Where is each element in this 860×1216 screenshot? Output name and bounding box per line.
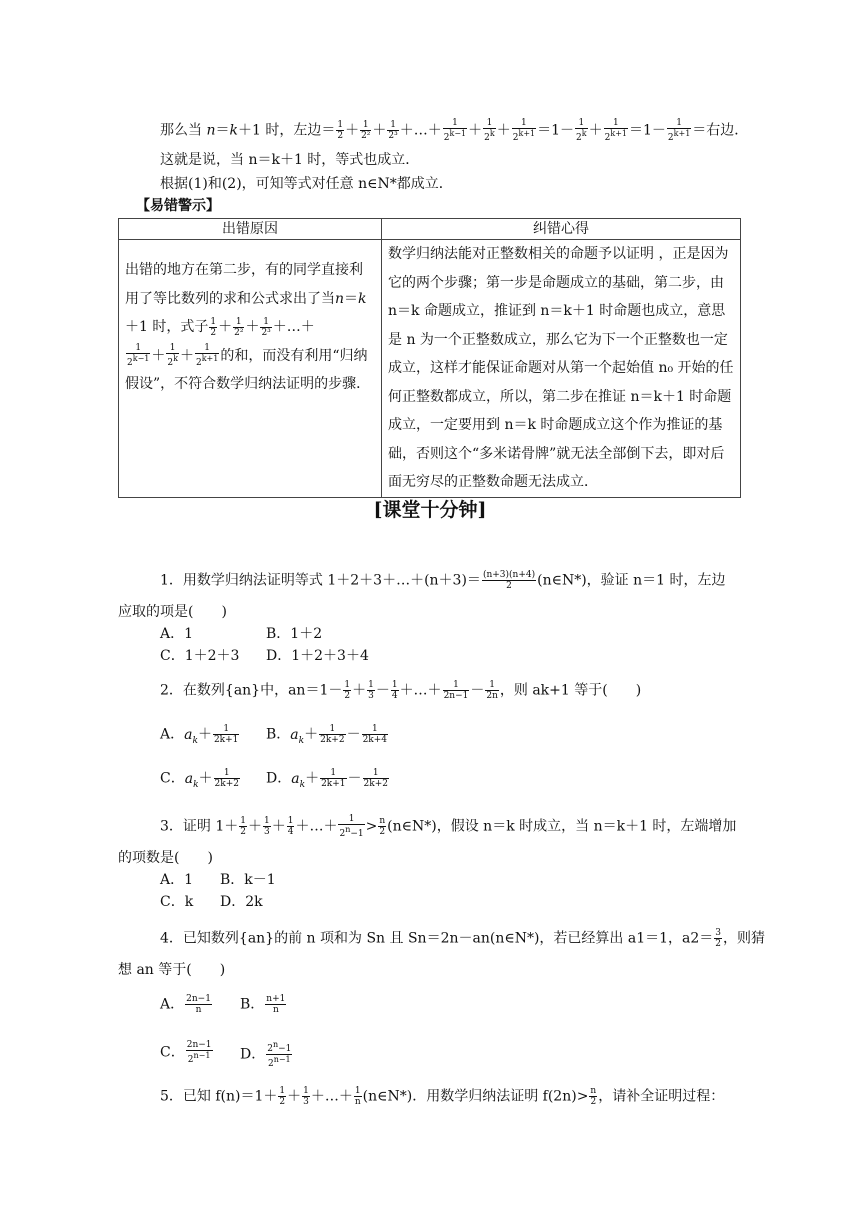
q5-stem: 5．已知 f(n)＝1＋ $\frac{1}{2}$ ＋ $\frac{1}{3}$ ＋…＋ $\frac{1}{n}$ (n∈N*)．用数学归纳法证明 f(2n)> $\frac{n}{2}$ ，请补全证明过程： bbox=[160, 1086, 725, 1107]
q4-option-c: C． $\frac{2n-1}{2^{n-1}}$ bbox=[160, 1040, 212, 1065]
q2-option-b: B．$a_k+$ $\frac{1}{2k+2}$ － $\frac{1}{2k+4}$ bbox=[266, 724, 388, 746]
q4-option-d: D． $\frac{2^n-1}{2^{n-1}}$ bbox=[240, 1040, 292, 1069]
col1-header: 出错原因 bbox=[119, 219, 382, 240]
q1-option-d: D．1＋2＋3＋4 bbox=[266, 648, 369, 664]
col2-cell: 数学归纳法能对正整数相关的命题予以证明 ，正是因为它的两个步骤；第一步是命题成立的基础，第二步，由 n＝k 命题成立，推证到 n＝k＋1 时命题也成立，意思是 n 为一个正整数成立，那么它为下一个正整数也一定成立，这样才能保证命题对从第一个起始值 n₀ 开始的任何正整数都成立，所以，第二步在推证 n＝k＋1 时命题成立，一定要用到 n＝k 时命题成立这个作为推证的基础，否则这个“多米诺骨牌”就无法全部倒下去，即对后面无穷尽的正整数命题无法成立． bbox=[382, 240, 741, 498]
col2-header: 纠错心得 bbox=[382, 219, 741, 240]
section-title: [课堂十分钟] bbox=[373, 499, 487, 521]
q3-stem: 3．证明 1＋ $\frac{1}{2}$ ＋ $\frac{1}{3}$ ＋ $\frac{1}{4}$ ＋…＋ $\frac{1}{2^n-1}$ > $\frac{n}{2}$ (n∈N*)，假设 n＝k 时成立，当 n＝k＋1 时，左端增加 bbox=[160, 814, 737, 839]
q1-option-c: C．1＋2＋3 bbox=[160, 648, 240, 664]
warning-title: 【易错警示】 bbox=[136, 198, 220, 214]
q4-option-a: A． $\frac{2n-1}{n}$ bbox=[160, 994, 211, 1015]
q3-option-d: D．2k bbox=[220, 894, 263, 910]
proof-line-3: 根据(1)和(2)，可知等式对任意 n∈N*都成立． bbox=[160, 176, 453, 192]
col1-cell: 出错的地方在第二步，有的同学直接利用了等比数列的求和公式求出了当n＝k＋1 时，式子 $\frac{1}{2}$ ＋ $\frac{1}{\text{2²}}$ ＋ $\frac{1}{\text{2³}}$ ＋…＋ $\frac{1}{2^{k-1}}$ ＋ $\frac{1}{2^k}$ ＋ $\frac{1}{2^{k+1}}$ 的和，而没有利用“归纳假设”，不符合数学归纳法证明的步骤． bbox=[119, 240, 382, 498]
q2-option-c: C．$a_k+$ $\frac{1}{2k+2}$ bbox=[160, 768, 239, 790]
q2-option-a: A．$a_k+$ $\frac{1}{2k+1}$ bbox=[160, 724, 239, 746]
q4-stem: 4．已知数列{an}的前 n 项和为 Sn 且 Sn＝2n－an(n∈N*)，若已经算出 a1＝1，a2＝ $\frac{3}{2}$ ，则猜 bbox=[160, 928, 766, 949]
q1-stem: 1．用数学归纳法证明等式 1＋2＋3＋…＋(n＋3)＝ $\frac{(n+3)(n+4)}{2}$ (n∈N*)，验证 n＝1 时，左边 bbox=[160, 570, 726, 591]
q1-option-a: A．1 bbox=[160, 626, 194, 642]
q2-option-d: D．$a_k+$ $\frac{1}{2k+1}$ － $\frac{1}{2k+2}$ bbox=[266, 768, 388, 790]
proof-line-2: 这就是说，当 n＝k＋1 时，等式也成立． bbox=[160, 152, 420, 168]
q1-stem-2: 应取的项是( ) bbox=[118, 604, 227, 620]
q1-option-b: B．1＋2 bbox=[266, 626, 323, 642]
q3-option-a: A．1 bbox=[160, 872, 194, 888]
q3-stem-2: 的项数是( ) bbox=[118, 850, 213, 866]
q3-option-c: C．k bbox=[160, 894, 194, 910]
warning-table bbox=[118, 218, 741, 498]
q4-option-b: B． $\frac{n+1}{n}$ bbox=[240, 994, 286, 1015]
q4-stem-2: 想 an 等于( ) bbox=[118, 962, 226, 978]
q2-stem: 2．在数列{an}中，an＝1－ $\frac{1}{2}$ ＋ $\frac{1}{3}$ － $\frac{1}{4}$ ＋…＋ $\frac{1}{2n-1}$ － $\frac{1}{2n}$ ，则 ak+1 等于( ) bbox=[160, 680, 642, 701]
q3-option-b: B．k－1 bbox=[220, 872, 276, 888]
proof-line-1: 那么当 n＝k＋1 时，左边＝ $\frac{1}{2}$ ＋ $\frac{1}{\text{2²}}$ ＋ $\frac{1}{\text{2³}}$ ＋…＋ $\frac{1}{2^{k-1}}$ ＋ $\frac{1}{2^k}$ ＋ $\frac{1}{2^{k+1}}$ ＝1－ $\frac{1}{2^k}$ ＋ $\frac{1}{2^{k+1}}$ ＝1－ $\frac{1}{2^{k+1}}$ ＝右边． bbox=[160, 118, 749, 143]
